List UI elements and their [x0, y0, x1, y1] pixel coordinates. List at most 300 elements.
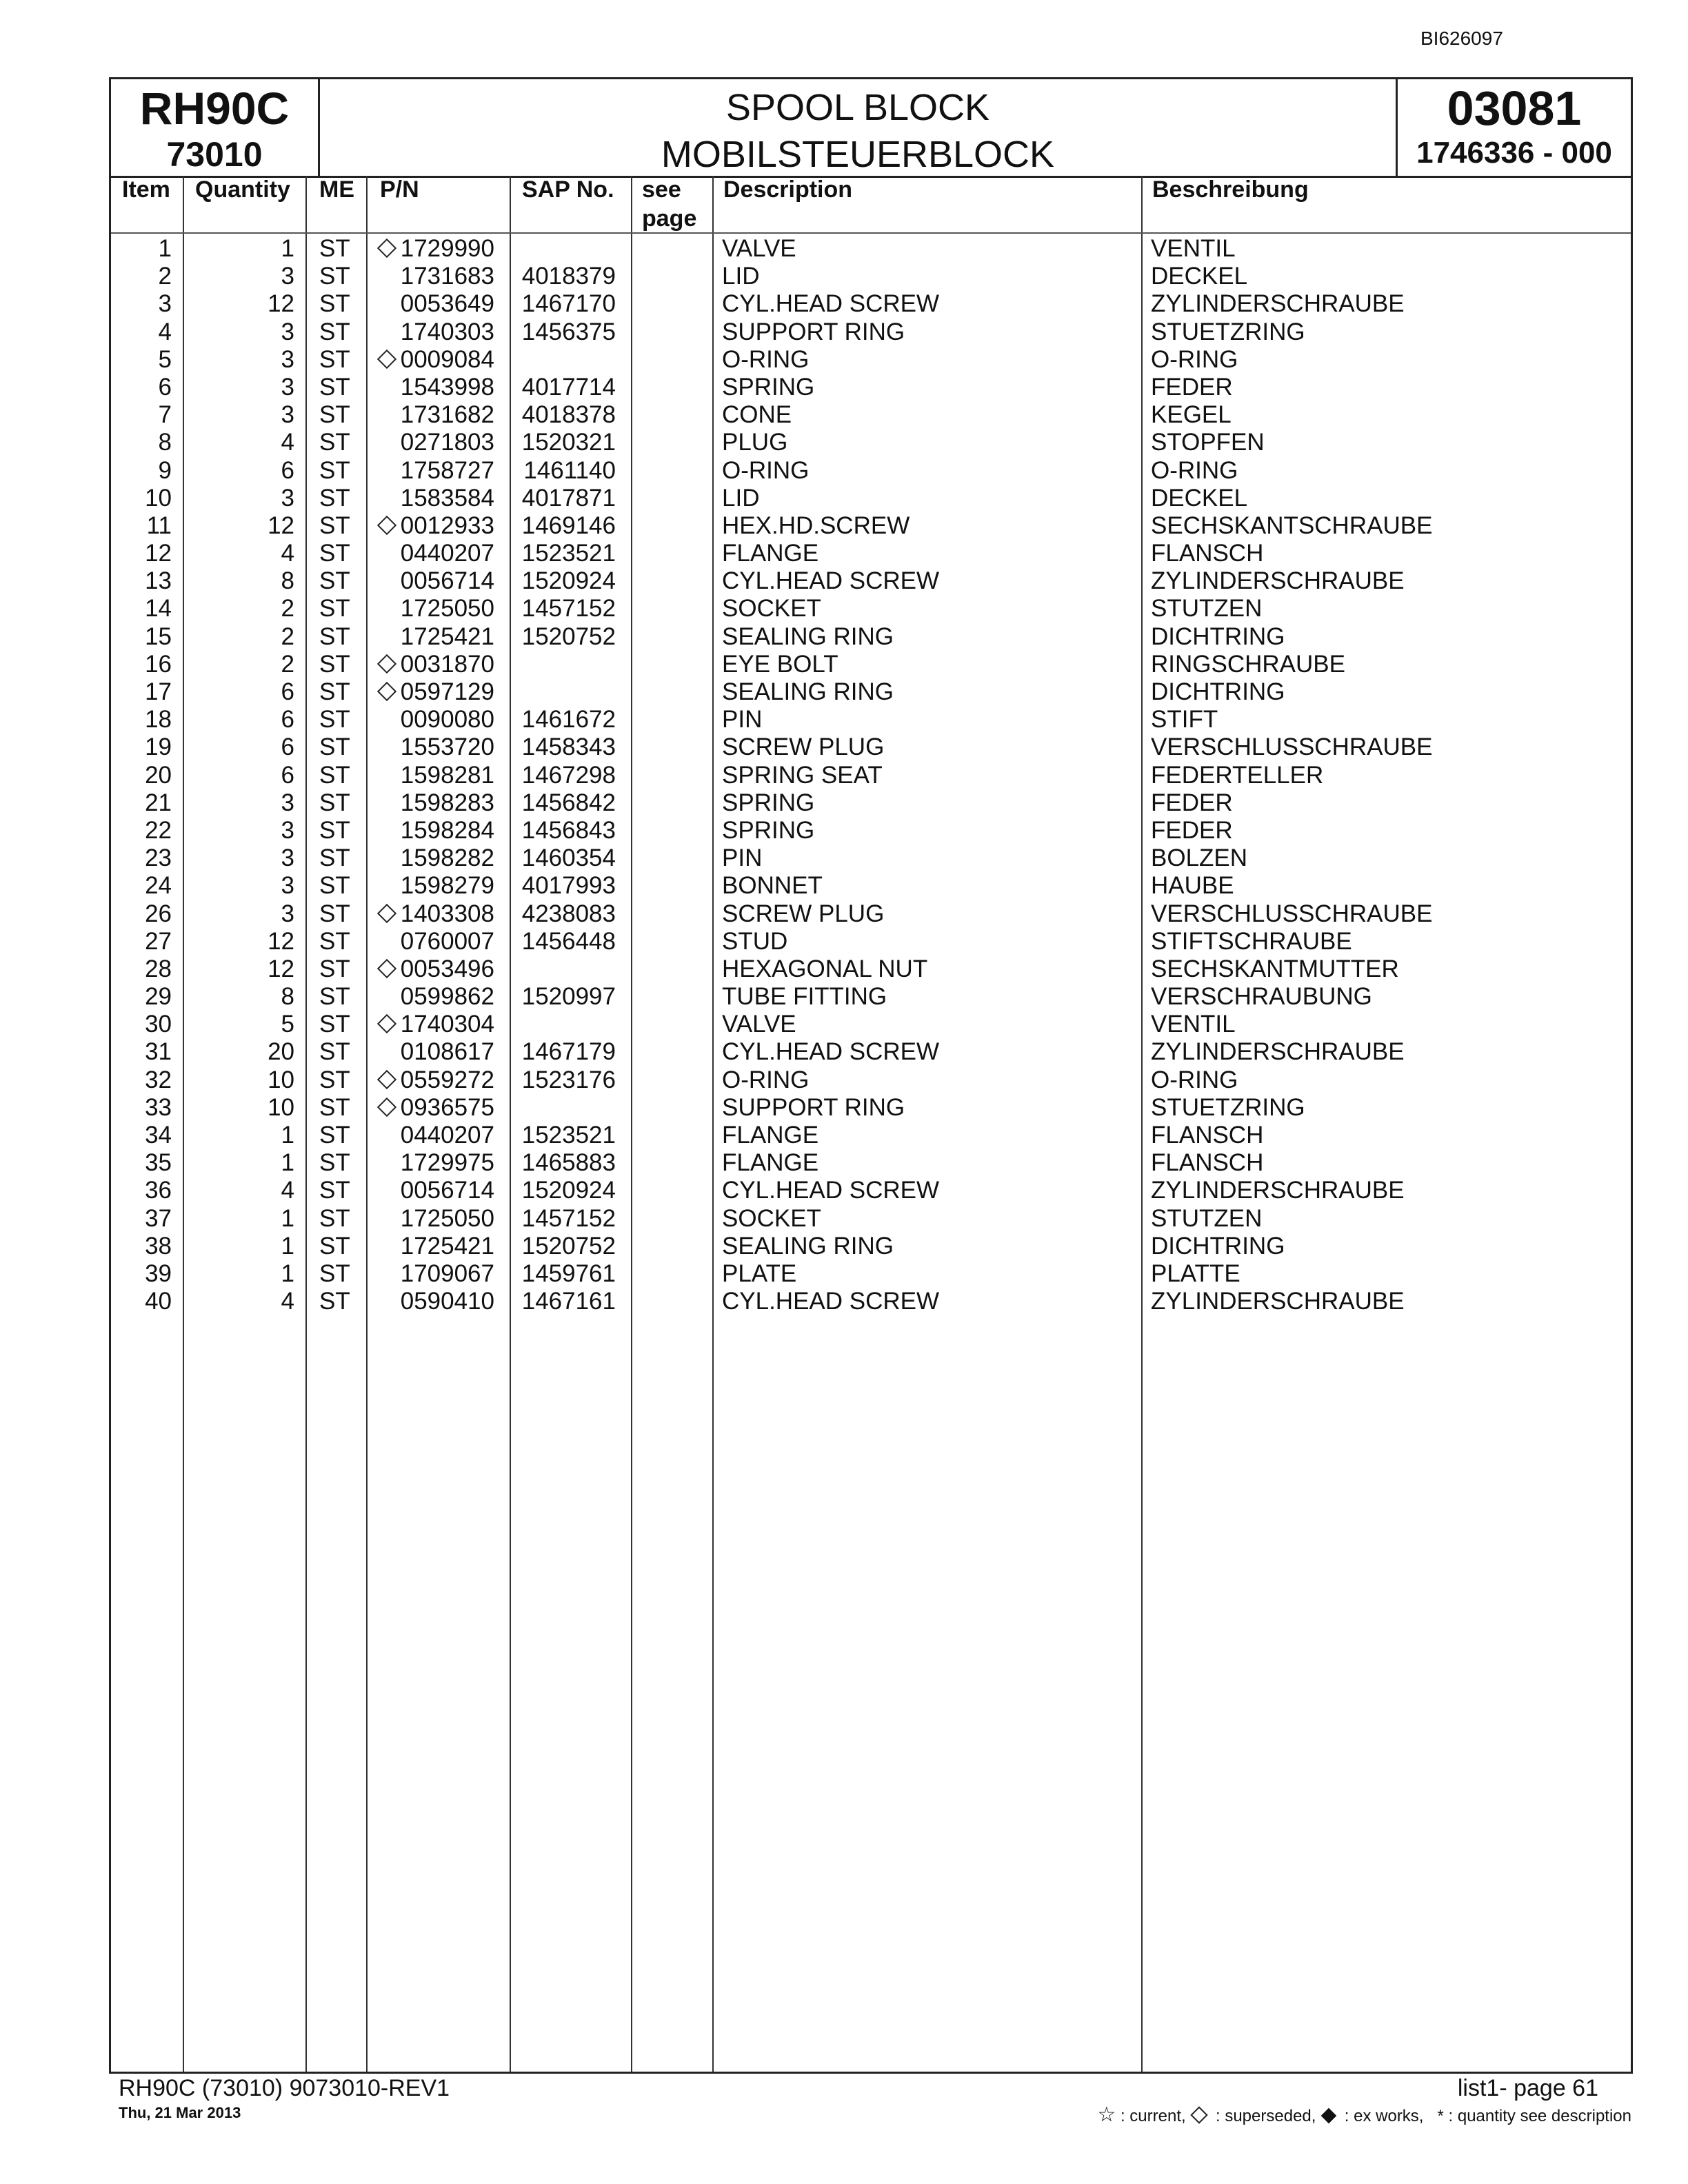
cell-pn: 1731683 [400, 263, 494, 290]
table-row [111, 235, 1631, 263]
table-row [111, 845, 1631, 872]
header-beschreibung: Beschreibung [1152, 176, 1309, 203]
cell-me: ST [319, 789, 350, 816]
cell-me: ST [319, 816, 350, 844]
cell-pn: 1758727 [400, 456, 494, 484]
cell-pn: 0271803 [400, 429, 494, 456]
cell-item: 16 [145, 650, 172, 678]
header-sap: SAP No. [522, 176, 614, 203]
cell-beschreibung: FLANSCH [1151, 540, 1264, 567]
cell-quantity: 1 [281, 1232, 294, 1260]
cell-pn: 0559272 [380, 1066, 494, 1094]
cell-me: ST [319, 429, 350, 456]
cell-description: PLATE [722, 1260, 797, 1287]
model-box [111, 79, 320, 176]
cell-beschreibung: DICHTRING [1151, 623, 1285, 650]
cell-pn: 0599862 [400, 983, 494, 1011]
cell-quantity: 3 [281, 845, 294, 872]
cell-pn: 0053496 [380, 956, 494, 983]
cell-sap: 4017993 [521, 872, 616, 900]
cell-description: SOCKET [722, 595, 821, 623]
table-row [111, 1177, 1631, 1204]
cell-sap: 1459761 [521, 1260, 616, 1287]
cell-description: STUD [722, 927, 788, 955]
cell-description: SPRING [722, 789, 815, 816]
cell-description: CYL.HEAD SCREW [722, 1288, 940, 1315]
cell-pn: 0440207 [400, 540, 494, 567]
cell-sap: 1469146 [521, 512, 616, 539]
parts-table-body [111, 235, 1631, 1315]
cell-quantity: 4 [281, 1177, 294, 1204]
footer-date: Thu, 21 Mar 2013 [119, 2104, 241, 2121]
cell-sap: 1467170 [521, 290, 616, 318]
cell-pn: 1729990 [380, 235, 494, 263]
cell-beschreibung: STIFTSCHRAUBE [1151, 927, 1352, 955]
table-row [111, 374, 1631, 401]
table-row [111, 457, 1631, 485]
cell-pn: 1729975 [400, 1149, 494, 1177]
cell-me: ST [319, 595, 350, 623]
header-description: Description [723, 176, 853, 203]
cell-beschreibung: SECHSKANTSCHRAUBE [1151, 512, 1433, 539]
cell-description: PIN [722, 845, 763, 872]
cell-me: ST [319, 456, 350, 484]
cell-item: 7 [158, 401, 172, 429]
cell-item: 21 [145, 789, 172, 816]
cell-beschreibung: VERSCHLUSSCHRAUBE [1151, 734, 1433, 761]
table-row [111, 1260, 1631, 1288]
cell-beschreibung: O-RING [1151, 1066, 1238, 1093]
table-row [111, 1011, 1631, 1038]
cell-description: EYE BOLT [722, 650, 838, 678]
cell-quantity: 2 [281, 595, 294, 623]
cell-beschreibung: KEGEL [1151, 401, 1232, 429]
table-row [111, 512, 1631, 540]
cell-beschreibung: ZYLINDERSCHRAUBE [1151, 567, 1405, 595]
cell-me: ST [319, 345, 350, 373]
cell-pn: 0590410 [400, 1288, 494, 1315]
cell-me: ST [319, 623, 350, 650]
cell-item: 40 [145, 1288, 172, 1315]
cell-sap: 1457152 [521, 1204, 616, 1232]
cell-me: ST [319, 263, 350, 290]
superseded-diamond-icon [377, 903, 396, 922]
cell-description: SEALING RING [722, 678, 894, 705]
parts-list-frame [109, 77, 1633, 2074]
cell-me: ST [319, 706, 350, 734]
assembly-part-number: 1746336 - 000 [1416, 136, 1612, 170]
cell-beschreibung: STUETZRING [1151, 1093, 1305, 1121]
cell-beschreibung: ZYLINDERSCHRAUBE [1151, 1038, 1405, 1066]
cell-pn: 0936575 [380, 1094, 494, 1122]
cell-item: 33 [145, 1093, 172, 1121]
footer-document-ref: RH90C (73010) 9073010-REV1 [119, 2075, 450, 2101]
cell-item: 3 [158, 290, 172, 318]
cell-me: ST [319, 484, 350, 512]
cell-item: 2 [158, 263, 172, 290]
cell-quantity: 1 [281, 1122, 294, 1149]
cell-quantity: 3 [281, 401, 294, 429]
cell-item: 9 [158, 456, 172, 484]
legend-ex-works: : ex works, [1344, 2107, 1424, 2125]
table-row [111, 290, 1631, 318]
cell-beschreibung: ZYLINDERSCHRAUBE [1151, 290, 1405, 318]
cell-sap: 1520321 [521, 429, 616, 456]
cell-sap: 1456843 [521, 816, 616, 844]
cell-quantity: 8 [281, 567, 294, 595]
cell-me: ST [319, 1093, 350, 1121]
cell-quantity: 3 [281, 900, 294, 927]
table-row [111, 429, 1631, 456]
cell-item: 6 [158, 373, 172, 401]
cell-description: SPRING [722, 373, 815, 401]
cell-quantity: 3 [281, 263, 294, 290]
table-row [111, 485, 1631, 512]
cell-me: ST [319, 900, 350, 927]
cell-me: ST [319, 1232, 350, 1260]
cell-quantity: 3 [281, 789, 294, 816]
cell-beschreibung: DECKEL [1151, 263, 1248, 290]
cell-beschreibung: FLANSCH [1151, 1149, 1264, 1177]
cell-sap: 1520752 [521, 1232, 616, 1260]
cell-quantity: 6 [281, 761, 294, 789]
cell-description: CYL.HEAD SCREW [722, 1177, 940, 1204]
cell-me: ST [319, 290, 350, 318]
cell-item: 23 [145, 845, 172, 872]
cell-description: FLANGE [722, 1122, 819, 1149]
table-row [111, 900, 1631, 928]
cell-me: ST [319, 512, 350, 539]
cell-quantity: 2 [281, 623, 294, 650]
cell-me: ST [319, 1260, 350, 1287]
cell-quantity: 5 [281, 1011, 294, 1038]
cell-quantity: 12 [268, 955, 294, 982]
cell-description: SEALING RING [722, 623, 894, 650]
cell-sap: 1523521 [521, 1122, 616, 1149]
cell-quantity: 3 [281, 373, 294, 401]
table-row [111, 651, 1631, 678]
cell-quantity: 1 [281, 1260, 294, 1287]
table-row [111, 1149, 1631, 1177]
cell-description: HEX.HD.SCREW [722, 512, 910, 539]
cell-quantity: 4 [281, 429, 294, 456]
table-row [111, 817, 1631, 845]
cell-quantity: 10 [268, 1093, 294, 1121]
superseded-diamond-icon [377, 654, 396, 674]
cell-item: 4 [158, 318, 172, 345]
cell-pn: 1598282 [400, 845, 494, 872]
cell-me: ST [319, 845, 350, 872]
cell-description: SCREW PLUG [722, 734, 885, 761]
cell-beschreibung: ZYLINDERSCHRAUBE [1151, 1177, 1405, 1204]
cell-item: 24 [145, 872, 172, 900]
cell-description: LID [722, 263, 760, 290]
table-row [111, 1094, 1631, 1122]
cell-pn: 1725050 [400, 1204, 494, 1232]
cell-item: 27 [145, 927, 172, 955]
cell-description: SCREW PLUG [722, 900, 885, 927]
cell-pn: 1709067 [400, 1260, 494, 1287]
cell-item: 26 [145, 900, 172, 927]
cell-item: 15 [145, 623, 172, 650]
cell-description: HEXAGONAL NUT [722, 955, 928, 982]
hollow-diamond-icon [1191, 2106, 1208, 2123]
cell-description: SOCKET [722, 1204, 821, 1232]
cell-sap: 4017871 [521, 484, 616, 512]
superseded-diamond-icon [377, 1069, 396, 1089]
model-code: 73010 [166, 135, 263, 174]
cell-item: 30 [145, 1011, 172, 1038]
cell-sap: 1523521 [521, 540, 616, 567]
superseded-diamond-icon [377, 959, 396, 978]
table-row [111, 1233, 1631, 1260]
header-divider [111, 232, 1631, 234]
header-quantity: Quantity [195, 176, 290, 203]
cell-sap: 1456842 [521, 789, 616, 816]
cell-description: CONE [722, 401, 792, 429]
cell-description: SPRING SEAT [722, 761, 883, 789]
cell-sap: 1457152 [521, 595, 616, 623]
cell-sap: 4018378 [521, 401, 616, 429]
cell-sap: 1456375 [521, 318, 616, 345]
cell-beschreibung: VERSCHRAUBUNG [1151, 983, 1372, 1011]
cell-item: 11 [146, 512, 172, 539]
cell-me: ST [319, 1149, 350, 1177]
cell-me: ST [319, 734, 350, 761]
cell-beschreibung: VENTIL [1151, 1011, 1236, 1038]
cell-pn: 1598283 [400, 789, 494, 816]
cell-sap: 1520924 [521, 567, 616, 595]
legend-superseded: : superseded, [1216, 2107, 1316, 2125]
cell-description: SPRING [722, 816, 815, 844]
cell-item: 19 [145, 734, 172, 761]
cell-beschreibung: FEDER [1151, 789, 1233, 816]
cell-beschreibung: STIFT [1151, 706, 1218, 734]
table-row [111, 540, 1631, 567]
cell-item: 37 [145, 1204, 172, 1232]
cell-quantity: 3 [281, 345, 294, 373]
cell-description: TUBE FITTING [722, 983, 887, 1011]
cell-pn: 0056714 [400, 1177, 494, 1204]
cell-quantity: 4 [281, 540, 294, 567]
cell-quantity: 3 [281, 484, 294, 512]
cell-sap: 1520924 [521, 1177, 616, 1204]
cell-me: ST [319, 373, 350, 401]
cell-me: ST [319, 318, 350, 345]
table-row [111, 1288, 1631, 1315]
cell-sap: 1520997 [521, 983, 616, 1011]
cell-pn: 1740304 [380, 1011, 494, 1038]
header-me: ME [319, 176, 354, 203]
cell-quantity: 6 [281, 678, 294, 705]
legend-quantity: * : quantity see description [1437, 2107, 1631, 2125]
cell-item: 5 [158, 345, 172, 373]
cell-description: VALVE [722, 235, 796, 262]
table-row [111, 789, 1631, 817]
cell-pn: 0440207 [400, 1122, 494, 1149]
table-row [111, 872, 1631, 900]
cell-sap: 1467179 [521, 1038, 616, 1066]
cell-beschreibung: VERSCHLUSSCHRAUBE [1151, 900, 1433, 927]
cell-item: 32 [145, 1066, 172, 1093]
cell-item: 34 [145, 1122, 172, 1149]
cell-pn: 1740303 [400, 318, 494, 345]
table-row [111, 623, 1631, 651]
cell-me: ST [319, 1204, 350, 1232]
cell-quantity: 6 [281, 706, 294, 734]
cell-description: CYL.HEAD SCREW [722, 290, 940, 318]
cell-me: ST [319, 1038, 350, 1066]
cell-quantity: 1 [281, 1204, 294, 1232]
cell-item: 14 [145, 595, 172, 623]
table-row [111, 762, 1631, 789]
cell-description: PLUG [722, 429, 788, 456]
cell-sap: 1460354 [521, 845, 616, 872]
cell-beschreibung: DICHTRING [1151, 678, 1285, 705]
cell-me: ST [319, 1066, 350, 1093]
cell-item: 35 [145, 1149, 172, 1177]
table-row [111, 678, 1631, 706]
cell-description: PIN [722, 706, 763, 734]
cell-sap: 4018379 [521, 263, 616, 290]
cell-me: ST [319, 955, 350, 982]
cell-pn: 1403308 [380, 900, 494, 928]
cell-quantity: 4 [281, 1288, 294, 1315]
cell-me: ST [319, 1122, 350, 1149]
header-see: see [642, 176, 681, 203]
cell-beschreibung: SECHSKANTMUTTER [1151, 955, 1399, 982]
cell-beschreibung: STUTZEN [1151, 595, 1263, 623]
cell-description: O-RING [722, 345, 810, 373]
cell-me: ST [319, 540, 350, 567]
cell-me: ST [319, 1177, 350, 1204]
cell-pn: 1725421 [400, 623, 494, 650]
cell-beschreibung: FEDERTELLER [1151, 761, 1324, 789]
group-box [1396, 79, 1631, 176]
cell-quantity: 10 [268, 1066, 294, 1093]
cell-quantity: 3 [281, 872, 294, 900]
superseded-diamond-icon [377, 350, 396, 369]
header-item: Item [122, 176, 170, 203]
title-english: SPOOL BLOCK [725, 87, 990, 128]
model-name: RH90C [139, 83, 290, 134]
cell-description: SEALING RING [722, 1232, 894, 1260]
cell-pn: 0053649 [400, 290, 494, 318]
cell-beschreibung: FLANSCH [1151, 1122, 1264, 1149]
superseded-diamond-icon [377, 1014, 396, 1033]
symbol-legend [1097, 2103, 1631, 2127]
cell-pn: 0090080 [400, 706, 494, 734]
cell-pn: 1553720 [400, 734, 494, 761]
cell-pn: 0012933 [380, 512, 494, 540]
table-row [111, 1122, 1631, 1149]
table-row [111, 567, 1631, 595]
cell-item: 13 [145, 567, 172, 595]
cell-pn: 1731682 [400, 401, 494, 429]
cell-beschreibung: FEDER [1151, 816, 1233, 844]
table-row [111, 1066, 1631, 1094]
cell-me: ST [319, 567, 350, 595]
cell-quantity: 12 [268, 512, 294, 539]
cell-pn: 0009084 [380, 346, 494, 374]
cell-item: 31 [145, 1038, 172, 1066]
cell-me: ST [319, 927, 350, 955]
table-row [111, 1038, 1631, 1066]
cell-sap: 1458343 [521, 734, 616, 761]
cell-me: ST [319, 1011, 350, 1038]
cell-sap: 1465883 [521, 1149, 616, 1177]
cell-beschreibung: FEDER [1151, 373, 1233, 401]
cell-description: O-RING [722, 1066, 810, 1093]
cell-pn: 0056714 [400, 567, 494, 595]
cell-quantity: 3 [281, 318, 294, 345]
cell-beschreibung: PLATTE [1151, 1260, 1240, 1287]
cell-me: ST [319, 761, 350, 789]
cell-item: 39 [145, 1260, 172, 1287]
cell-me: ST [319, 872, 350, 900]
cell-quantity: 1 [281, 235, 294, 262]
table-row [111, 263, 1631, 290]
cell-me: ST [319, 650, 350, 678]
group-number: 03081 [1447, 81, 1582, 135]
cell-sap: 4017714 [521, 373, 616, 401]
cell-quantity: 1 [281, 1149, 294, 1177]
cell-pn: 1598284 [400, 816, 494, 844]
title-block [111, 79, 1631, 178]
cell-quantity: 8 [281, 983, 294, 1011]
title-box [318, 79, 1398, 176]
cell-item: 12 [145, 540, 172, 567]
cell-sap: 1456448 [521, 927, 616, 955]
table-row [111, 595, 1631, 623]
cell-sap: 1520752 [521, 623, 616, 650]
cell-description: CYL.HEAD SCREW [722, 1038, 940, 1066]
superseded-diamond-icon [377, 682, 396, 701]
cell-beschreibung: O-RING [1151, 456, 1238, 484]
cell-beschreibung: VENTIL [1151, 235, 1236, 262]
cell-beschreibung: BOLZEN [1151, 845, 1248, 872]
cell-item: 8 [158, 429, 172, 456]
cell-item: 17 [145, 678, 172, 705]
cell-description: CYL.HEAD SCREW [722, 567, 940, 595]
cell-item: 36 [145, 1177, 172, 1204]
cell-quantity: 6 [281, 734, 294, 761]
cell-me: ST [319, 678, 350, 705]
cell-quantity: 6 [281, 456, 294, 484]
cell-sap: 1461672 [521, 706, 616, 734]
cell-quantity: 2 [281, 650, 294, 678]
cell-sap: 1467298 [521, 761, 616, 789]
cell-beschreibung: HAUBE [1151, 872, 1234, 900]
cell-pn: 0760007 [400, 927, 494, 955]
star-icon: ☆ [1097, 2103, 1116, 2126]
cell-pn: 1725421 [400, 1232, 494, 1260]
cell-pn: 1583584 [400, 484, 494, 512]
cell-item: 10 [145, 484, 172, 512]
header-pn: P/N [380, 176, 419, 203]
title-german: MOBILSTEUERBLOCK [661, 134, 1055, 175]
cell-me: ST [319, 401, 350, 429]
cell-beschreibung: DICHTRING [1151, 1232, 1285, 1260]
cell-sap: 1523176 [521, 1066, 616, 1093]
table-row [111, 346, 1631, 374]
cell-description: FLANGE [722, 540, 819, 567]
cell-beschreibung: DECKEL [1151, 484, 1248, 512]
cell-pn: 0108617 [400, 1038, 494, 1066]
cell-description: VALVE [722, 1011, 796, 1038]
cell-item: 38 [145, 1232, 172, 1260]
superseded-diamond-icon [377, 1098, 396, 1117]
